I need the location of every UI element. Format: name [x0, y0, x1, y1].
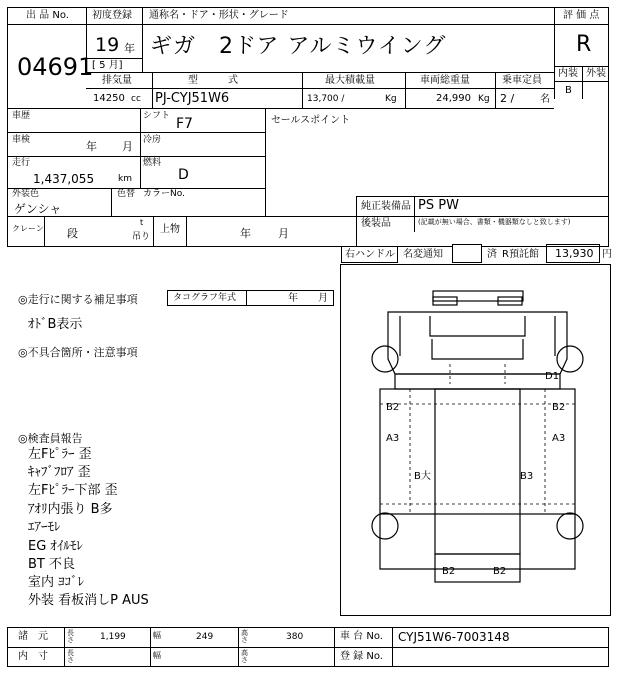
- crane-stage-unit: 段: [67, 227, 78, 240]
- upper-year-unit: 年: [240, 227, 251, 240]
- chassis-label: 車 台 No.: [340, 631, 383, 642]
- shift-value: F7: [176, 116, 193, 132]
- vehicle-name-label: 通称名・ドア・形状・グレード: [149, 10, 289, 21]
- tachograph-month-unit: 月: [318, 293, 328, 304]
- height-value: 380: [286, 632, 304, 642]
- inner-length-label: 長さ: [67, 649, 74, 664]
- fuel-value: D: [178, 167, 189, 183]
- crane-ton-unit: t: [140, 218, 144, 227]
- width-label: 幅: [153, 631, 161, 640]
- rating-value: R: [576, 32, 592, 57]
- height-label: 高さ: [241, 629, 248, 644]
- exterior-rating-label: 外装: [586, 68, 606, 79]
- equipment-label: 純正装備品: [361, 201, 411, 212]
- fuel-label: 燃料: [143, 158, 162, 168]
- max-load-unit: Kg: [385, 94, 397, 104]
- damage-mark: B2: [442, 566, 456, 577]
- truck-diagram: [340, 264, 611, 616]
- displacement-value: 14250: [93, 93, 125, 104]
- inner-dimensions-label: 内 寸: [18, 651, 48, 662]
- capacity-label: 乗車定員: [502, 75, 542, 86]
- recycle-prefix: 済: [487, 249, 497, 260]
- inspection-label: 車検: [12, 135, 31, 145]
- crane-hang-unit: 吊り: [132, 232, 151, 242]
- damage-mark: B大: [414, 471, 431, 482]
- model-value: PJ-CYJ51W6: [155, 91, 230, 106]
- driving-notes-title: ◎走行に関する補足事項: [18, 293, 138, 306]
- damage-mark: D1: [545, 371, 560, 382]
- defects-title: ◎不具合箇所・注意事項: [18, 346, 138, 359]
- report-item: 左Fﾋﾟﾗｰ 歪: [28, 447, 92, 462]
- odometer-note: ｵﾄﾞB表示: [28, 317, 83, 332]
- width-value: 249: [196, 632, 214, 642]
- damage-mark: B3: [520, 471, 534, 482]
- displacement-label: 排気量: [102, 75, 132, 86]
- color-no-label: カラーNo.: [143, 189, 185, 199]
- lot-number: 04691: [17, 53, 94, 81]
- capacity-value: 2 /: [500, 92, 515, 105]
- color-change-label: 色替: [117, 189, 136, 199]
- length-label: 長さ: [67, 629, 74, 644]
- vehicle-name: ギガ 2ドア アルミウイング: [150, 34, 447, 59]
- recycle-value: 13,930: [555, 247, 594, 260]
- damage-mark: B2: [493, 566, 507, 577]
- length-value: 1,199: [100, 632, 126, 642]
- chassis-value: CYJ51W6-7003148: [398, 630, 510, 644]
- registration-month: [ 5 月]: [92, 60, 123, 71]
- max-load-label: 最大積載量: [325, 75, 375, 86]
- damage-mark: B2: [386, 402, 400, 413]
- exterior-color-value: ゲンシャ: [14, 202, 62, 216]
- upper-month-unit: 月: [278, 227, 289, 240]
- report-item: EG ｵｲﾙﾓﾚ: [28, 539, 83, 554]
- ac-label: 冷房: [143, 135, 162, 145]
- max-load-value: 13,700 /: [307, 94, 345, 104]
- inspection-year-unit: 年: [86, 140, 97, 153]
- registration-no-label: 登 録 No.: [340, 651, 383, 662]
- aftermarket-note: (記載が無い場合、書類・機器類なしと致します): [418, 218, 571, 226]
- interior-rating-label: 内装: [558, 68, 578, 79]
- history-label: 車歴: [12, 111, 31, 121]
- equipment-value: PS PW: [418, 198, 459, 213]
- report-item: ｴｱｰﾓﾚ: [28, 520, 61, 535]
- name-change-label: 名変通知: [403, 249, 443, 260]
- name-change-box: [452, 244, 482, 263]
- mileage-label: 走行: [12, 158, 31, 168]
- recycle-unit: 円: [602, 249, 612, 260]
- right-handle-flag: 右ハンドル: [345, 249, 395, 260]
- gross-weight-unit: Kg: [478, 94, 490, 104]
- first-registration-label: 初度登録: [92, 10, 132, 21]
- shift-label: シフト: [143, 111, 171, 121]
- dimensions-label: 諸 元: [18, 631, 48, 642]
- exterior-color-label: 外装色: [12, 189, 40, 199]
- report-item: 外装 看板消しP AUS: [28, 593, 149, 608]
- recycle-label: R預託館: [502, 249, 539, 260]
- inner-width-label: 幅: [153, 651, 161, 660]
- registration-year: 19: [95, 34, 120, 56]
- inner-height-label: 高さ: [241, 649, 248, 664]
- registration-year-unit: 年: [124, 42, 135, 55]
- report-item: BT 不良: [28, 557, 75, 572]
- inspection-month-unit: 月: [122, 140, 133, 153]
- lot-number-label: 出 品 No.: [26, 10, 69, 21]
- tachograph-year-unit: 年: [288, 293, 298, 304]
- report-item: ｱｵﾘ内張り B多: [28, 502, 113, 517]
- damage-mark: A3: [552, 433, 566, 444]
- model-label: 型 式: [188, 75, 238, 86]
- report-item: 室内 ﾖｺﾞﾚ: [28, 575, 85, 590]
- damage-mark: A3: [386, 433, 400, 444]
- report-item: ｷｬﾌﾞﾌﾛｱ 歪: [28, 465, 91, 480]
- crane-label: クレーン: [12, 224, 44, 233]
- rating-label: 評 価 点: [563, 10, 600, 21]
- aftermarket-label: 後装品: [361, 218, 391, 229]
- mileage-value: 1,437,055: [33, 172, 95, 186]
- tachograph-label: タコグラフ年式: [173, 293, 237, 303]
- displacement-unit: cc: [131, 94, 141, 104]
- interior-rating-value: B: [565, 85, 572, 96]
- gross-weight-value: 24,990: [436, 93, 471, 104]
- upper-body-label: 上物: [160, 224, 180, 235]
- capacity-unit: 名: [540, 94, 550, 105]
- gross-weight-label: 車両総重量: [420, 75, 470, 86]
- damage-mark: B2: [552, 402, 566, 413]
- sales-point-label: セールスポイント: [271, 115, 351, 126]
- report-item: 左Fﾋﾟﾗｰ下部 歪: [28, 483, 118, 498]
- mileage-unit: km: [118, 174, 132, 184]
- inspector-report-title: ◎検査員報告: [18, 432, 83, 445]
